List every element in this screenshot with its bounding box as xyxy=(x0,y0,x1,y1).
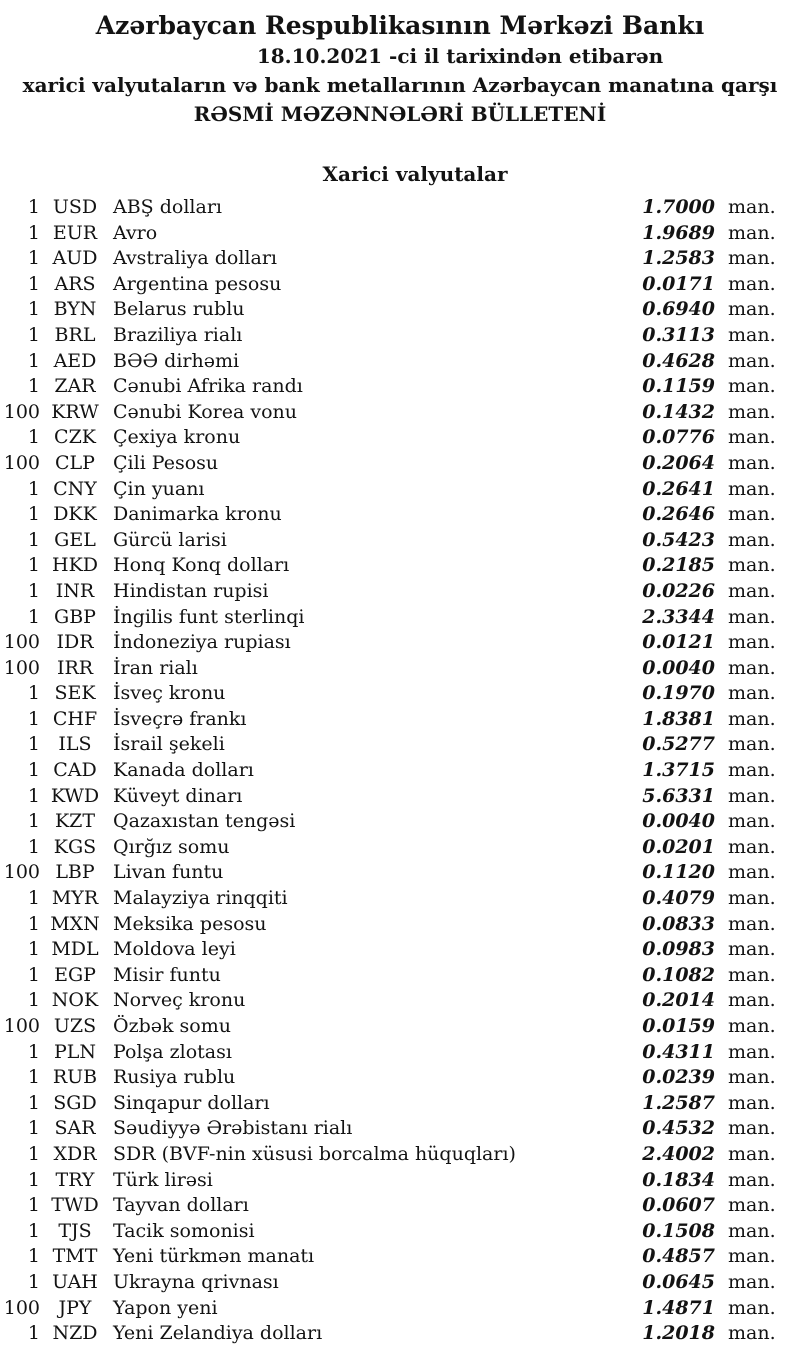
currency-name: Polşa zlotası xyxy=(113,1040,232,1063)
currency-code: ZAR xyxy=(54,375,96,398)
currency-unit: man. xyxy=(728,426,776,449)
currency-unit: man. xyxy=(728,477,776,500)
currency-rate: 2.3344 xyxy=(642,605,715,628)
currency-unit: man. xyxy=(728,733,776,756)
currency-rate: 0.4532 xyxy=(642,1117,715,1140)
currency-table-row xyxy=(0,732,800,758)
currency-rate: 0.0833 xyxy=(642,912,715,935)
currency-code: KZT xyxy=(54,810,96,833)
currency-name: Hindistan rupisi xyxy=(113,579,269,602)
currency-code: KWD xyxy=(50,784,100,807)
currency-quantity: 1 xyxy=(27,1270,40,1293)
currency-name: İngilis funt sterlinqi xyxy=(113,605,305,628)
subject-line: xarici valyutaların və bank metallarının Azərbaycan manatına qarşı xyxy=(22,73,778,97)
currency-rate: 5.6331 xyxy=(642,784,715,807)
currency-quantity: 1 xyxy=(27,707,40,730)
currency-code: XDR xyxy=(53,1142,97,1165)
currency-table-row xyxy=(0,860,800,886)
currency-name: Tayvan dolları xyxy=(113,1194,249,1217)
currency-rate: 0.4857 xyxy=(642,1245,715,1268)
currency-name: Çin yuanı xyxy=(113,477,205,500)
currency-rate: 0.6940 xyxy=(642,298,715,321)
currency-unit: man. xyxy=(728,810,776,833)
currency-code: SAR xyxy=(54,1117,96,1140)
currency-rate: 1.2018 xyxy=(642,1322,715,1345)
currency-code: AED xyxy=(53,349,97,372)
currency-quantity: 1 xyxy=(27,989,40,1012)
currency-table-row xyxy=(0,246,800,272)
currency-unit: man. xyxy=(728,861,776,884)
currency-unit: man. xyxy=(728,1117,776,1140)
currency-unit: man. xyxy=(728,682,776,705)
currency-quantity: 1 xyxy=(27,554,40,577)
currency-unit: man. xyxy=(728,451,776,474)
currency-quantity: 100 xyxy=(3,861,40,884)
currency-name: Ukrayna qrivnası xyxy=(113,1270,279,1293)
currency-unit: man. xyxy=(728,989,776,1012)
currency-rate: 0.3113 xyxy=(642,323,715,346)
currency-quantity: 1 xyxy=(27,938,40,961)
currency-unit: man. xyxy=(728,1219,776,1242)
currency-code: MDL xyxy=(51,938,99,961)
currency-code: RUB xyxy=(52,1066,98,1089)
currency-rate: 0.0983 xyxy=(642,938,715,961)
currency-table-row xyxy=(0,1040,800,1066)
currency-rate: 0.2185 xyxy=(642,554,715,577)
currency-unit: man. xyxy=(728,196,776,218)
currency-quantity: 1 xyxy=(27,247,40,270)
currency-table-row xyxy=(0,349,800,375)
currency-rate: 0.5423 xyxy=(642,528,715,551)
currency-unit: man. xyxy=(728,631,776,654)
currency-code: MXN xyxy=(50,912,100,935)
currency-unit: man. xyxy=(728,707,776,730)
currency-table-row xyxy=(0,1116,800,1142)
currency-quantity: 1 xyxy=(27,835,40,858)
currency-code: KGS xyxy=(53,835,97,858)
currency-quantity: 1 xyxy=(27,272,40,295)
currency-rate: 0.4628 xyxy=(642,349,715,372)
currency-rate: 0.5277 xyxy=(642,733,715,756)
currency-table-row xyxy=(0,1321,800,1347)
currency-table-row xyxy=(0,988,800,1014)
currency-code: INR xyxy=(55,579,95,602)
currency-name: İsveç kronu xyxy=(113,682,226,705)
currency-rate: 0.0040 xyxy=(642,656,715,679)
currency-table-row xyxy=(0,1244,800,1270)
currency-quantity: 1 xyxy=(27,784,40,807)
currency-rate: 0.0239 xyxy=(642,1066,715,1089)
currency-code: TWD xyxy=(51,1194,99,1217)
currency-table-row xyxy=(0,553,800,579)
currency-unit: man. xyxy=(728,1194,776,1217)
currency-table-row xyxy=(0,272,800,298)
currency-quantity: 1 xyxy=(27,887,40,910)
currency-quantity: 1 xyxy=(27,759,40,782)
currency-unit: man. xyxy=(728,605,776,628)
currency-unit: man. xyxy=(728,1168,776,1191)
currency-name: Avstraliya dolları xyxy=(113,247,277,270)
currency-code: EGP xyxy=(54,963,96,986)
currency-table-row xyxy=(0,297,800,323)
currency-code: JPY xyxy=(58,1296,92,1319)
currency-quantity: 1 xyxy=(27,503,40,526)
currency-table-row xyxy=(0,937,800,963)
currency-code: NZD xyxy=(52,1322,98,1345)
currency-rate: 0.4079 xyxy=(642,887,715,910)
bank-title: Azərbaycan Respublikasının Mərkəzi Bankı xyxy=(95,11,705,40)
currency-unit: man. xyxy=(728,1015,776,1037)
currency-quantity: 1 xyxy=(27,733,40,756)
currency-unit: man. xyxy=(728,221,776,244)
currency-quantity: 1 xyxy=(27,323,40,346)
currency-name: Sinqapur dolları xyxy=(113,1091,270,1114)
currency-table-row xyxy=(0,886,800,912)
currency-table-row xyxy=(0,605,800,631)
currency-table-row xyxy=(0,681,800,707)
currency-quantity: 1 xyxy=(27,682,40,705)
currency-rate: 0.0040 xyxy=(642,810,715,833)
currency-table-row xyxy=(0,374,800,400)
currency-quantity: 1 xyxy=(27,528,40,551)
currency-unit: man. xyxy=(728,912,776,935)
currency-name: Özbək somu xyxy=(113,1015,231,1037)
currency-name: Çili Pesosu xyxy=(113,451,219,474)
currency-quantity: 1 xyxy=(27,298,40,321)
currency-rate: 1.7000 xyxy=(642,196,715,218)
currency-table-row xyxy=(0,835,800,861)
currency-name: Cənubi Korea vonu xyxy=(113,400,297,423)
currency-code: TRY xyxy=(55,1168,95,1191)
currency-code: IDR xyxy=(56,631,94,654)
currency-code: HKD xyxy=(52,554,98,577)
currency-name: Moldova leyi xyxy=(113,938,236,961)
currency-code: CNY xyxy=(53,477,97,500)
currency-table-row xyxy=(0,502,800,528)
currency-rate: 1.2583 xyxy=(642,247,715,270)
currency-rate: 1.9689 xyxy=(642,221,715,244)
currency-quantity: 1 xyxy=(27,477,40,500)
currency-table-row xyxy=(0,656,800,682)
currency-table-row xyxy=(0,912,800,938)
currency-name: ABŞ dolları xyxy=(113,196,222,218)
currency-quantity: 1 xyxy=(27,605,40,628)
currency-code: ARS xyxy=(54,272,96,295)
currency-code: CHF xyxy=(52,707,98,730)
currency-unit: man. xyxy=(728,784,776,807)
currency-quantity: 1 xyxy=(27,196,40,218)
currency-name: Avro xyxy=(113,221,158,244)
currency-quantity: 1 xyxy=(27,1142,40,1165)
currency-table-row xyxy=(0,323,800,349)
currency-table-row xyxy=(0,1065,800,1091)
currency-unit: man. xyxy=(728,400,776,423)
currency-name: İndoneziya rupiası xyxy=(113,631,291,654)
currency-rate: 0.0776 xyxy=(642,426,715,449)
currency-name: İsrail şekeli xyxy=(113,733,225,756)
currency-rate-table xyxy=(0,195,800,1347)
currency-name: Meksika pesosu xyxy=(113,912,267,935)
currency-code: CZK xyxy=(54,426,96,449)
currency-unit: man. xyxy=(728,1270,776,1293)
currency-name: Braziliya rialı xyxy=(113,323,243,346)
currency-name: Honq Konq dolları xyxy=(113,554,290,577)
currency-table-row xyxy=(0,758,800,784)
currency-code: PLN xyxy=(53,1040,97,1063)
currency-table-row xyxy=(0,1219,800,1245)
currency-code: MYR xyxy=(51,887,99,910)
currency-name: Yeni türkmən manatı xyxy=(113,1245,315,1268)
currency-table-row xyxy=(0,963,800,989)
currency-rate: 1.4871 xyxy=(642,1296,715,1319)
currency-quantity: 100 xyxy=(3,400,40,423)
currency-name: Rusiya rublu xyxy=(113,1066,236,1089)
currency-unit: man. xyxy=(728,938,776,961)
currency-name: Cənubi Afrika randı xyxy=(113,375,303,398)
currency-table-row xyxy=(0,1091,800,1117)
currency-name: Gürcü larisi xyxy=(113,528,227,551)
section-heading-foreign-currencies: Xarici valyutalar xyxy=(322,162,508,186)
currency-quantity: 1 xyxy=(27,1117,40,1140)
currency-table-row xyxy=(0,1193,800,1219)
currency-unit: man. xyxy=(728,1091,776,1114)
currency-unit: man. xyxy=(728,1066,776,1089)
currency-code: ILS xyxy=(58,733,92,756)
currency-unit: man. xyxy=(728,887,776,910)
currency-unit: man. xyxy=(728,963,776,986)
currency-rate: 1.2587 xyxy=(642,1091,715,1114)
currency-quantity: 1 xyxy=(27,1168,40,1191)
currency-rate: 0.1970 xyxy=(642,682,715,705)
currency-name: Argentina pesosu xyxy=(113,272,282,295)
currency-unit: man. xyxy=(728,349,776,372)
currency-code: TMT xyxy=(52,1245,98,1268)
currency-rate: 0.1834 xyxy=(642,1168,715,1191)
currency-rate: 0.0645 xyxy=(642,1270,715,1293)
currency-rate: 0.0607 xyxy=(642,1194,715,1217)
currency-code: GBP xyxy=(54,605,96,628)
currency-table-row xyxy=(0,707,800,733)
currency-table-row xyxy=(0,400,800,426)
currency-name: Livan funtu xyxy=(113,861,224,884)
currency-quantity: 100 xyxy=(3,656,40,679)
currency-code: AUD xyxy=(52,247,98,270)
currency-unit: man. xyxy=(728,656,776,679)
currency-quantity: 1 xyxy=(27,963,40,986)
currency-rate: 1.8381 xyxy=(642,707,715,730)
currency-table-row xyxy=(0,451,800,477)
currency-unit: man. xyxy=(728,503,776,526)
currency-unit: man. xyxy=(728,835,776,858)
currency-name: Türk lirəsi xyxy=(113,1168,213,1191)
currency-quantity: 1 xyxy=(27,1091,40,1114)
currency-code: BYN xyxy=(53,298,97,321)
currency-unit: man. xyxy=(728,759,776,782)
currency-rate: 0.0159 xyxy=(642,1015,715,1037)
currency-unit: man. xyxy=(728,528,776,551)
currency-name: Küveyt dinarı xyxy=(113,784,243,807)
currency-name: Kanada dolları xyxy=(113,759,254,782)
currency-quantity: 1 xyxy=(27,221,40,244)
currency-table-row xyxy=(0,425,800,451)
currency-name: Qazaxıstan tengəsi xyxy=(113,810,296,833)
currency-quantity: 100 xyxy=(3,1015,40,1037)
currency-unit: man. xyxy=(728,554,776,577)
currency-table-row xyxy=(0,1168,800,1194)
currency-unit: man. xyxy=(728,247,776,270)
currency-quantity: 1 xyxy=(27,579,40,602)
currency-name: İran rialı xyxy=(113,656,198,679)
currency-table-row xyxy=(0,195,800,221)
currency-rate: 0.4311 xyxy=(642,1040,715,1063)
currency-code: CLP xyxy=(55,451,95,474)
currency-table-row xyxy=(0,1142,800,1168)
currency-quantity: 1 xyxy=(27,1219,40,1242)
currency-quantity: 1 xyxy=(27,1066,40,1089)
currency-name: BƏƏ dirhəmi xyxy=(113,349,240,372)
currency-table-row xyxy=(0,1296,800,1322)
currency-code: UAH xyxy=(52,1270,98,1293)
currency-rate: 2.4002 xyxy=(642,1142,715,1165)
currency-name: Yapon yeni xyxy=(113,1296,218,1319)
currency-code: USD xyxy=(52,196,98,218)
currency-table-row xyxy=(0,1014,800,1040)
currency-rate: 0.2014 xyxy=(642,989,715,1012)
currency-rate: 0.0226 xyxy=(642,579,715,602)
currency-code: LBP xyxy=(55,861,95,884)
currency-unit: man. xyxy=(728,1322,776,1345)
currency-table-row xyxy=(0,809,800,835)
currency-table-row xyxy=(0,579,800,605)
currency-code: CAD xyxy=(53,759,97,782)
currency-quantity: 1 xyxy=(27,375,40,398)
currency-code: IRR xyxy=(56,656,94,679)
currency-code: DKK xyxy=(53,503,97,526)
currency-unit: man. xyxy=(728,1245,776,1268)
currency-rate: 0.2646 xyxy=(642,503,715,526)
currency-quantity: 1 xyxy=(27,426,40,449)
currency-quantity: 1 xyxy=(27,1322,40,1345)
currency-rate: 0.0171 xyxy=(642,272,715,295)
bulletin-header xyxy=(0,0,800,129)
currency-name: Çexiya kronu xyxy=(113,426,241,449)
currency-unit: man. xyxy=(728,1040,776,1063)
currency-name: Misir funtu xyxy=(113,963,221,986)
currency-rate: 0.0121 xyxy=(642,631,715,654)
currency-code: UZS xyxy=(53,1015,97,1037)
currency-name: Tacik somonisi xyxy=(113,1219,255,1242)
currency-rate: 0.1508 xyxy=(642,1219,715,1242)
currency-rate: 0.2064 xyxy=(642,451,715,474)
currency-unit: man. xyxy=(728,323,776,346)
currency-quantity: 1 xyxy=(27,810,40,833)
currency-name: Malayziya rinqqiti xyxy=(113,887,288,910)
currency-quantity: 100 xyxy=(3,631,40,654)
currency-code: SGD xyxy=(53,1091,97,1114)
currency-table-row xyxy=(0,477,800,503)
currency-quantity: 1 xyxy=(27,1245,40,1268)
currency-table-row xyxy=(0,1270,800,1296)
currency-table-row xyxy=(0,528,800,554)
currency-name: Norveç kronu xyxy=(113,989,246,1012)
currency-name: İsveçrə frankı xyxy=(113,707,247,730)
currency-unit: man. xyxy=(728,1142,776,1165)
currency-rate: 0.2641 xyxy=(642,477,715,500)
currency-rate: 0.1082 xyxy=(642,963,715,986)
currency-quantity: 100 xyxy=(3,1296,40,1319)
currency-table-row xyxy=(0,630,800,656)
currency-unit: man. xyxy=(728,1296,776,1319)
currency-quantity: 1 xyxy=(27,1194,40,1217)
currency-unit: man. xyxy=(728,579,776,602)
currency-code: KRW xyxy=(51,400,99,423)
bulletin-title: RƏSMİ MƏZƏNNƏLƏRİ BÜLLETENİ xyxy=(193,102,607,126)
currency-unit: man. xyxy=(728,298,776,321)
currency-code: GEL xyxy=(54,528,96,551)
currency-table-row xyxy=(0,784,800,810)
currency-unit: man. xyxy=(728,375,776,398)
currency-quantity: 1 xyxy=(27,1040,40,1063)
currency-code: BRL xyxy=(54,323,96,346)
currency-name: Səudiyyə Ərəbistanı rialı xyxy=(113,1117,353,1140)
currency-rate: 0.1159 xyxy=(642,375,715,398)
currency-rate: 1.3715 xyxy=(642,759,715,782)
currency-table-row xyxy=(0,221,800,247)
currency-rate: 0.1120 xyxy=(642,861,715,884)
currency-code: EUR xyxy=(52,221,98,244)
currency-name: Qırğız somu xyxy=(113,835,230,858)
currency-code: SEK xyxy=(54,682,96,705)
effective-date-line: 18.10.2021 -ci il tarixindən etibarən xyxy=(256,44,664,68)
currency-rate: 0.0201 xyxy=(642,835,715,858)
currency-name: Belarus rublu xyxy=(113,298,245,321)
currency-unit: man. xyxy=(728,272,776,295)
currency-quantity: 1 xyxy=(27,349,40,372)
currency-name: Yeni Zelandiya dolları xyxy=(113,1322,323,1345)
currency-name: Danimarka kronu xyxy=(113,503,282,526)
currency-rate: 0.1432 xyxy=(642,400,715,423)
currency-code: NOK xyxy=(51,989,99,1012)
currency-quantity: 100 xyxy=(3,451,40,474)
currency-quantity: 1 xyxy=(27,912,40,935)
currency-name: SDR (BVF-nin xüsusi borcalma hüquqları) xyxy=(113,1142,516,1165)
currency-code: TJS xyxy=(58,1219,92,1242)
